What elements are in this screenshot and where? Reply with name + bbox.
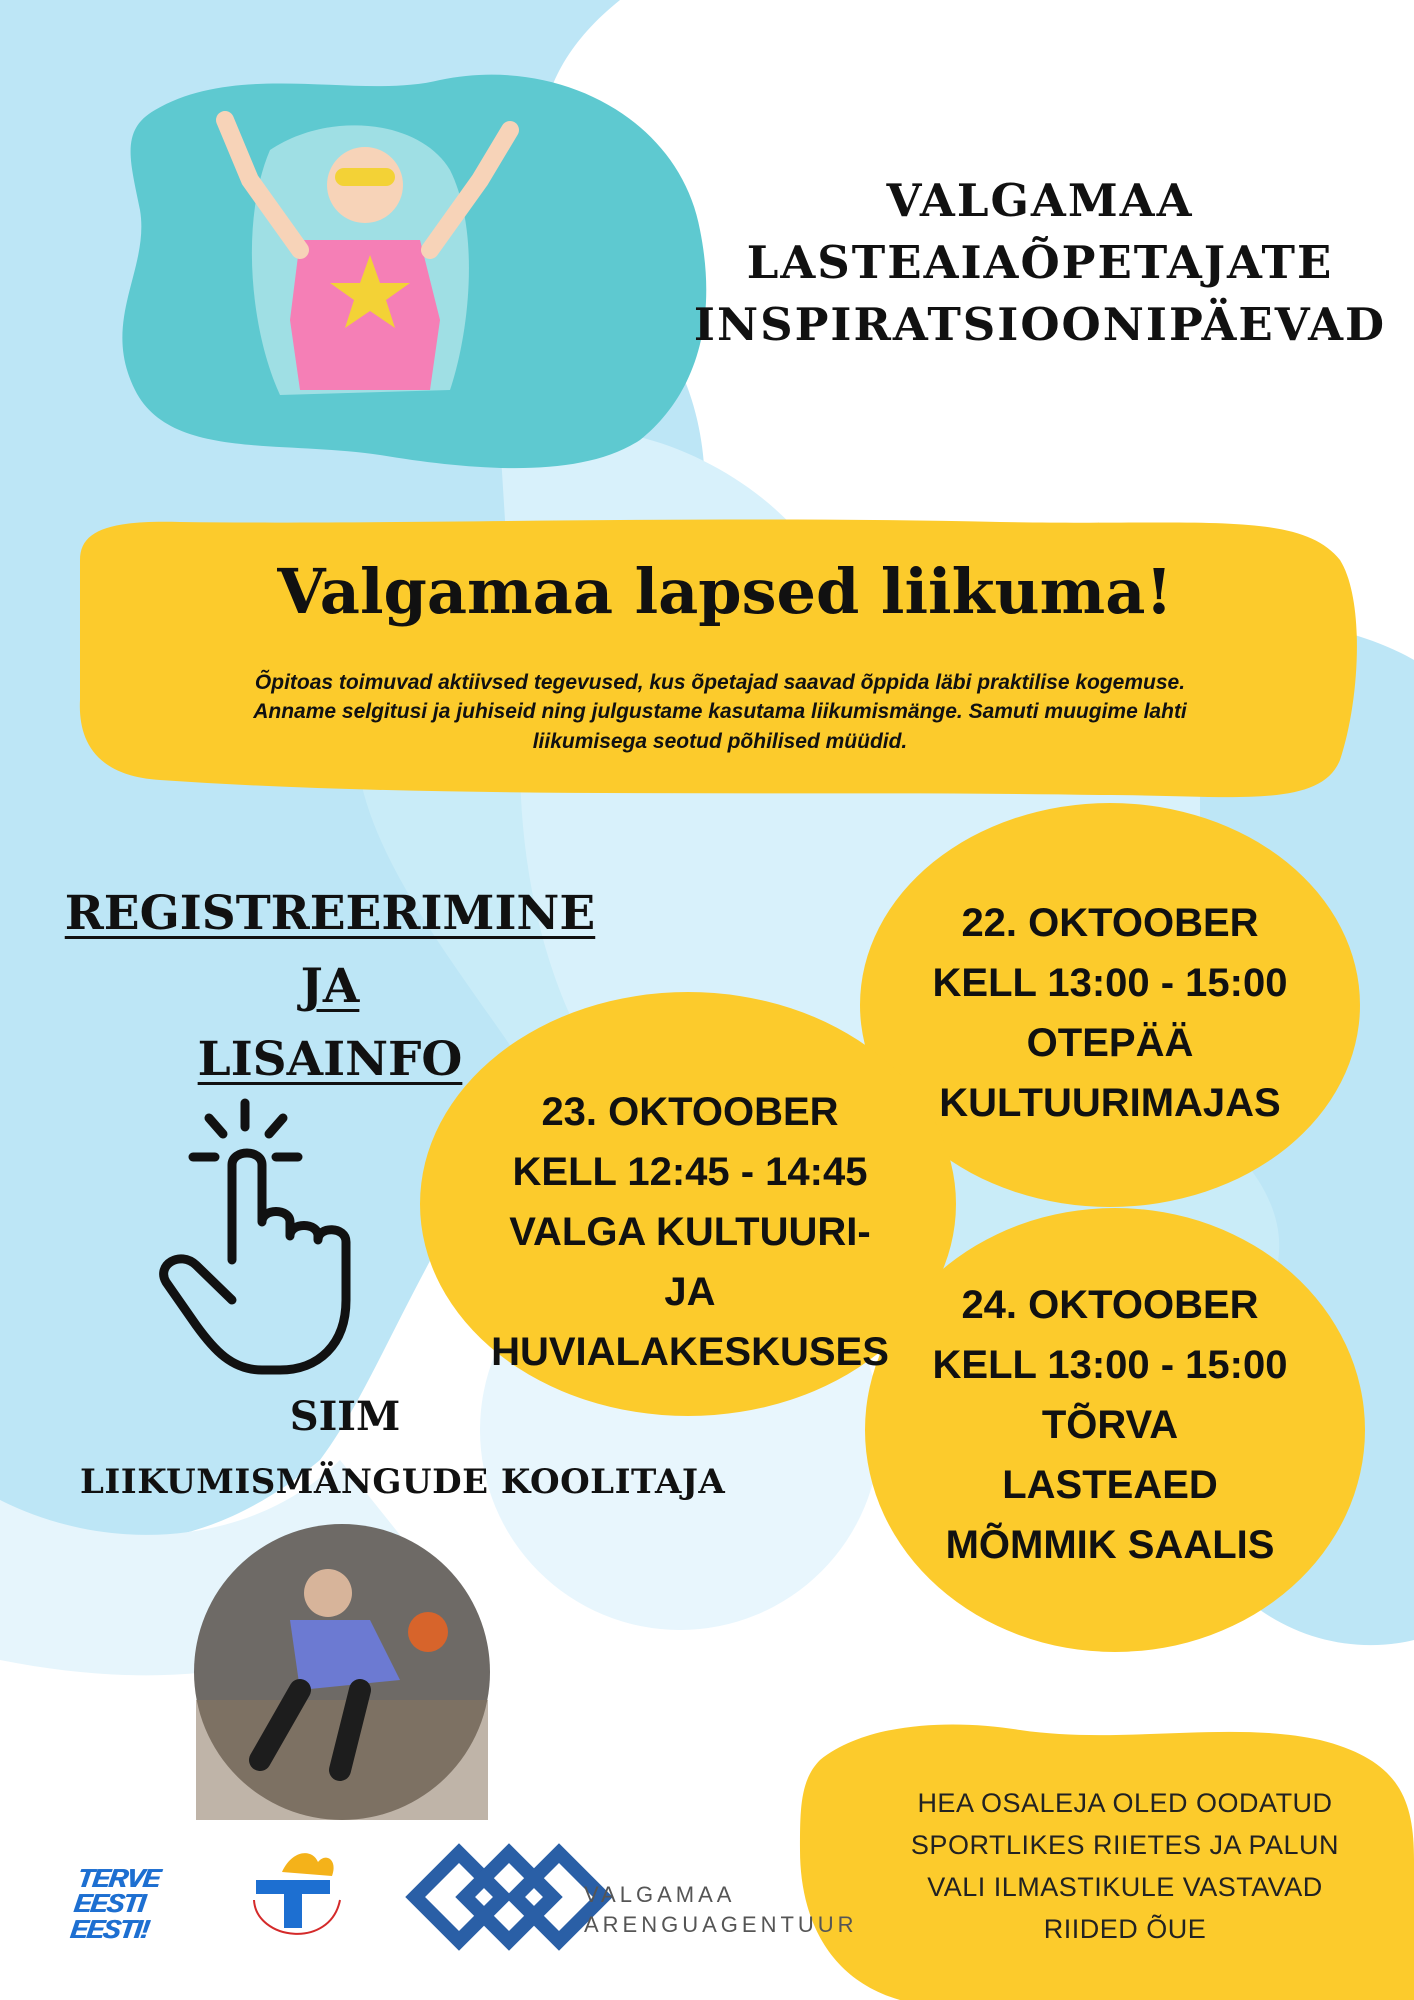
event-card-torva xyxy=(860,1275,1360,1575)
child-shirt xyxy=(290,240,440,390)
event-place-line: OTEPÄÄ xyxy=(1026,1021,1194,1065)
title-line-2: LASTEAIAÕPETAJATE xyxy=(746,236,1334,290)
event-date: 22. OKTOOBER xyxy=(961,901,1259,945)
trainer-name: SIIM xyxy=(289,1393,401,1440)
title-line-3: INSPIRATSIOONIPÄEVAD xyxy=(693,298,1387,352)
intro-line-2: Anname selgitusi ja juhiseid ning julgustame kasutama liikumismänge. Samuti muugime lahti xyxy=(253,700,1187,724)
dress-code-note xyxy=(860,1783,1390,1950)
child-mask xyxy=(335,168,395,186)
arenguagentuur-logo-text xyxy=(584,1880,858,1939)
registration-line-3[interactable]: LISAINFO xyxy=(197,1031,463,1087)
trainer-role: LIIKUMISMÄNGUDE KOOLITAJA xyxy=(80,1462,726,1502)
trainer-head xyxy=(304,1569,352,1617)
registration-line-1[interactable]: REGISTREERIMINE xyxy=(64,886,596,941)
event-place-line: TÕRVA xyxy=(1041,1403,1179,1447)
main-heading: Valgamaa lapsed liikuma! xyxy=(277,555,1173,628)
terve-eesti-logo-line: EESTI! xyxy=(68,1913,151,1944)
terve-eesti-logo xyxy=(68,1863,190,1944)
terve-eesti-logo-line: EESTI xyxy=(71,1888,147,1919)
event-place-line: HUVIALAKESKUSES xyxy=(491,1330,889,1374)
torch-stem xyxy=(284,1890,302,1928)
terve-eesti-logo-line: TERVE xyxy=(75,1863,162,1893)
intro-line-1: Õpitoas toimuvad aktiivsed tegevused, kus õpetajad saavad õppida läbi praktilise kogemuse. xyxy=(254,671,1186,694)
registration-line-2[interactable]: JA xyxy=(300,958,360,1014)
event-place-line: KULTUURIMAJAS xyxy=(939,1081,1281,1125)
event-date: 23. OKTOOBER xyxy=(541,1090,839,1134)
event-date: 24. OKTOOBER xyxy=(961,1283,1259,1327)
note-line-4: RIIDED ÕUE xyxy=(1043,1913,1207,1944)
event-time: KELL 13:00 - 15:00 xyxy=(932,961,1288,1005)
hero-photo xyxy=(122,75,706,469)
arenguagentuur-line-2: ARENGUAGENTUUR xyxy=(584,1911,858,1937)
intro-line-3: liikumisega seotud põhilised müüdid. xyxy=(532,729,908,753)
event-time: KELL 13:00 - 15:00 xyxy=(932,1343,1288,1387)
trainer-photo xyxy=(194,1524,490,1820)
event-series-title xyxy=(690,170,1390,356)
event-place-line: JA xyxy=(664,1270,716,1314)
event-place-line: LASTEAED xyxy=(1002,1463,1218,1507)
note-line-1: HEA OSALEJA OLED OODATUD xyxy=(917,1788,1333,1818)
basketball xyxy=(408,1612,448,1652)
event-place-line: MÕMMIK SAALIS xyxy=(945,1523,1275,1567)
event-place-line: VALGA KULTUURI- xyxy=(509,1210,871,1254)
registration-link[interactable] xyxy=(60,878,600,1097)
title-line-1: VALGAMAA xyxy=(886,174,1194,227)
note-line-3: VALI ILMASTIKULE VASTAVAD xyxy=(927,1871,1323,1902)
event-time: KELL 12:45 - 14:45 xyxy=(512,1150,868,1194)
intro-text xyxy=(130,668,1310,756)
note-line-2: SPORTLIKES RIIETES JA PALUN xyxy=(910,1829,1340,1860)
arenguagentuur-line-1: VALGAMAA xyxy=(584,1882,736,1907)
